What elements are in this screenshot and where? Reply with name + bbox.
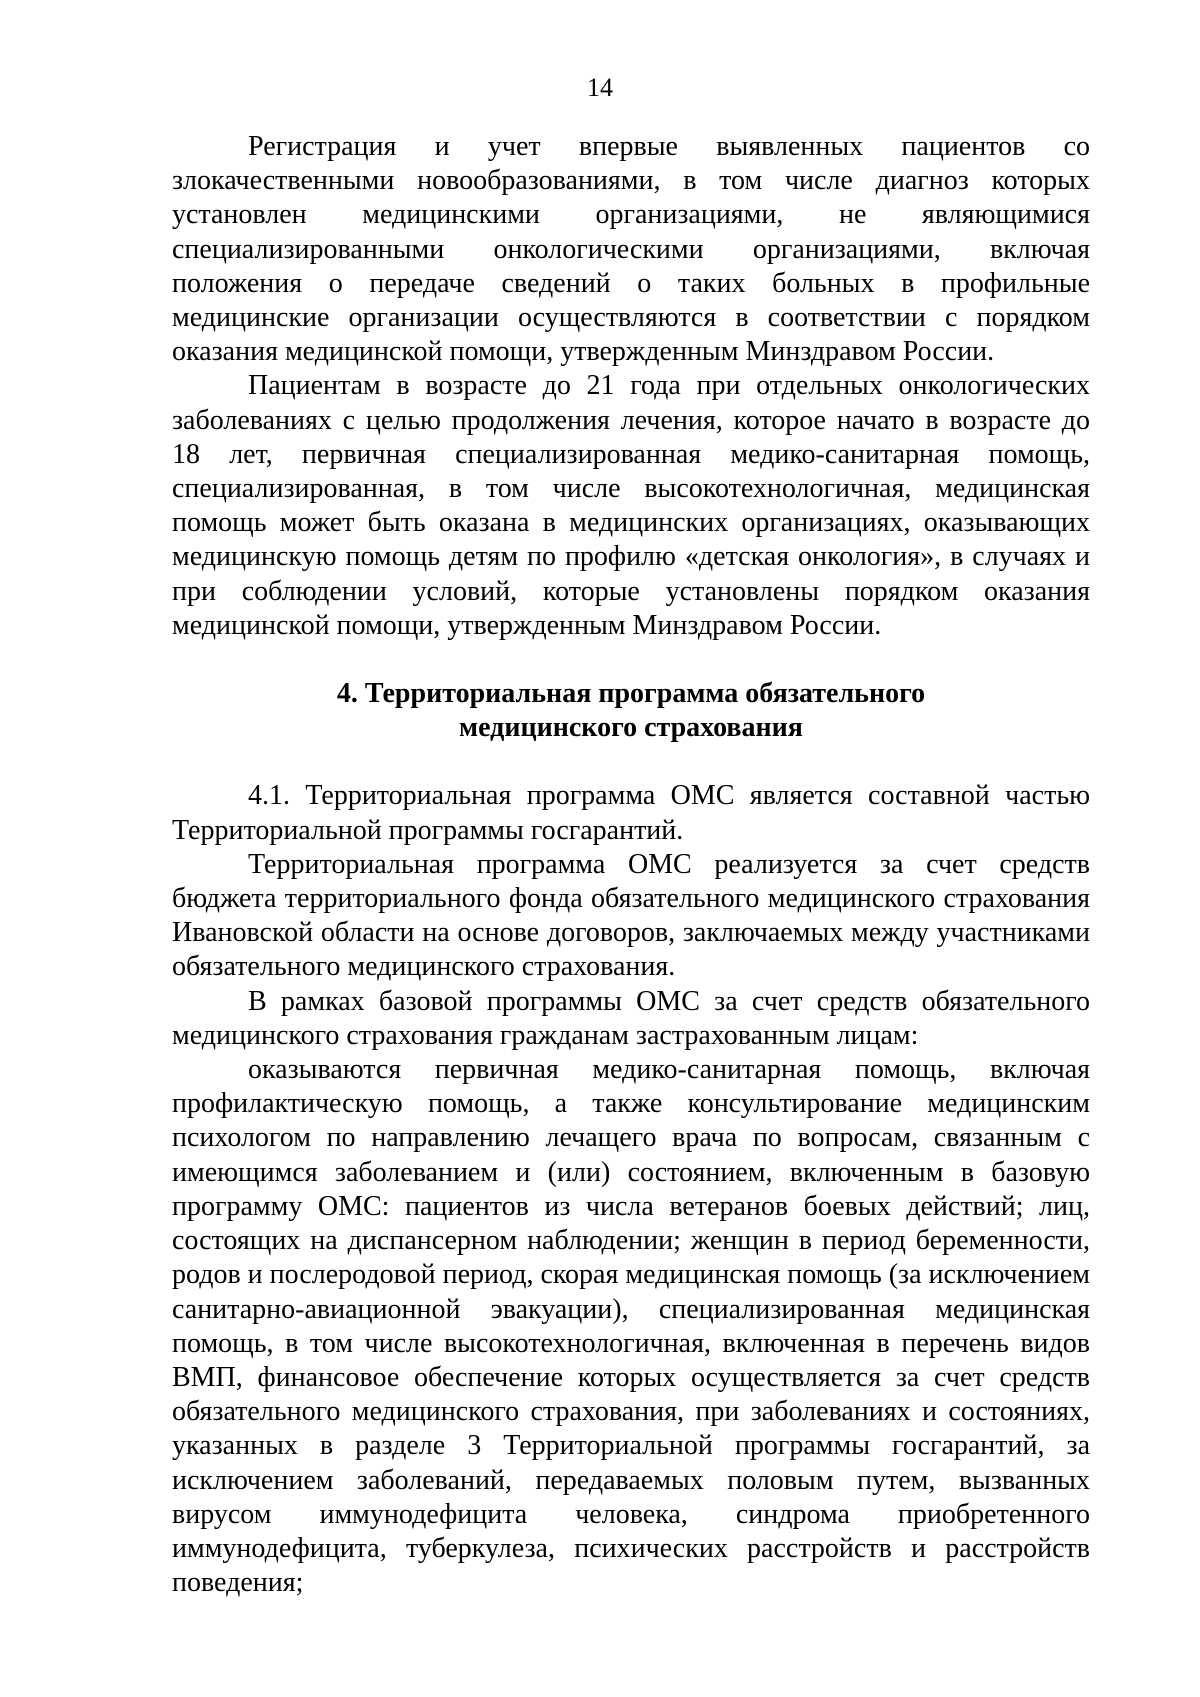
section-heading (172, 677, 1090, 745)
spacer (172, 745, 1090, 779)
paragraph-4-1: 4.1. Территориальная программа ОМС является составной частью Территориальной программы госгарантий. (172, 780, 1090, 846)
page-number: 14 (587, 73, 613, 102)
section-heading-line-2: медицинского страхования (459, 712, 803, 744)
paragraph-registration: Регистрация и учет впервые выявленных пациентов со злокачественными новообразованиями, в том числе диагноз которых установлен медицинскими организациями, не являющимися специализированными онкологическими организациями, включая положения о передаче сведений о таких больных в профильные медицинские организации осуществляются в соответствии с порядком оказания медицинской помощи, утвержденным Минздравом России. (172, 131, 1090, 368)
paragraph-patients-under-21: Пациентам в возрасте до 21 года при отдельных онкологических заболеваниях с целью продолжения лечения, которое начато в возрасте до 18 лет, первичная специализированная медико-санитарная помощь, специализированная, в том числе высокотехнологичная, медицинская помощь может быть оказана в медицинских организациях, оказывающих медицинскую помощь детям по профилю «детская онкология», в случаях и при соблюдении условий, которые установлены порядком оказания медицинской помощи, утвержденным Минздравом России. (172, 370, 1090, 641)
paragraph-basic-program: В рамках базовой программы ОМС за счет средств обязательного медицинского страхования гражданам застрахованным лицам: (172, 985, 1090, 1051)
paragraph-funding: Территориальная программа ОМС реализуется за счет средств бюджета территориального фонда обязательного медицинского страхования Ивановской области на основе договоров, заключаемых между участниками обязательного медицинского страхования. (172, 848, 1090, 983)
document-body (172, 130, 1090, 1600)
section-heading-line-1: 4. Территориальная программа обязательного (336, 678, 926, 710)
paragraph-services-list: оказываются первичная медико-санитарная помощь, включая профилактическую помощь, а также консультирование медицинским психологом по направлению лечащего врача по вопросам, связанным с имеющимся заболеванием и (или) состоянием, включенным в базовую программу ОМС: пациентов из числа ветеранов боевых действий; лиц, состоящих на диспансерном наблюдении; женщин в период беременности, родов и послеродовой период, скорая медицинская помощь (за исключением санитарно-авиационной эвакуации), специализированная медицинская помощь, в том числе высокотехнологичная, включенная в перечень видов ВМП, финансовое обеспечение которых осуществляется за счет средств обязательного медицинского страхования, при заболеваниях и состояниях, указанных в разделе 3 Территориальной программы госгарантий, за исключением заболеваний, передаваемых половым путем, вызванных вирусом иммунодефицита человека, синдрома приобретенного иммунодефицита, туберкулеза, психических расстройств и расстройств поведения; (172, 1054, 1091, 1599)
